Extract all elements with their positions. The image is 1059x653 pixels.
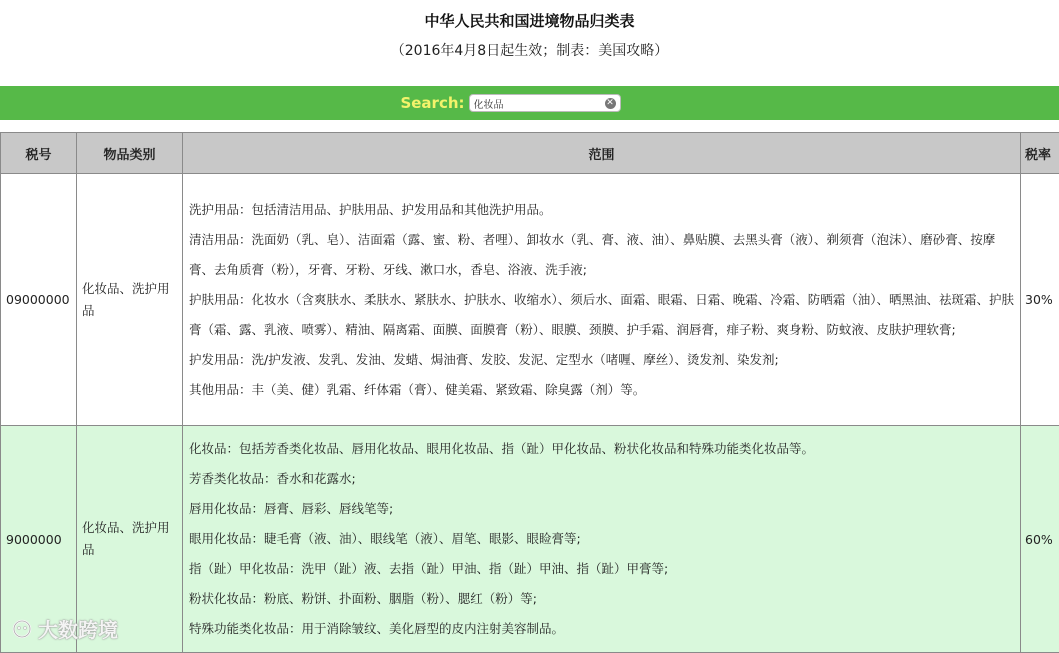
watermark xyxy=(10,614,118,643)
page-title: 中华人民共和国进境物品归类表 xyxy=(0,10,1059,31)
scope-line: 化妆品：包括芳香类化妆品、唇用化妆品、眼用化妆品、指（趾）甲化妆品、粉状化妆品和特殊功能类化妆品等。 xyxy=(189,434,1014,464)
scope-line: 洗护用品：包括清洁用品、护肤用品、护发用品和其他洗护用品。 xyxy=(189,195,1014,225)
search-box[interactable] xyxy=(469,94,621,112)
table-header-row xyxy=(1,133,1059,174)
clear-icon[interactable]: ✕ xyxy=(605,98,616,109)
watermark-logo-icon xyxy=(10,619,34,639)
page-subtitle: （2016年4月8日起生效；制表：美国攻略） xyxy=(0,40,1059,60)
scope-cell xyxy=(183,426,1021,653)
scope-line: 特殊功能类化妆品：用于消除皱纹、美化唇型的皮内注射美容制品。 xyxy=(189,614,1014,644)
column-header-code: 税号 xyxy=(1,133,77,174)
scope-line: 护肤用品：化妆水（含爽肤水、柔肤水、紧肤水、护肤水、收缩水）、须后水、面霜、眼霜、日霜、晚霜、冷霜、防晒霜（油）、晒黑油、祛斑霜、护肤膏（霜、露、乳液、喷雾）、精油、隔离霜、面膜、面膜膏（粉）、眼膜、颈膜、护手霜、润唇膏，痱子粉、爽身粉、防蚊液、皮肤护理软膏; xyxy=(189,285,1014,345)
scope-line: 其他用品：丰（美、健）乳霜、纤体霜（膏）、健美霜、紧致霜、除臭露（剂）等。 xyxy=(189,375,1014,405)
table-row xyxy=(1,174,1059,426)
search-label: Search: xyxy=(400,94,464,112)
table-row xyxy=(1,426,1059,653)
column-header-rate: 税率 xyxy=(1021,133,1059,174)
rate-cell: 30% xyxy=(1021,174,1059,426)
tax-code-cell: 09000000 xyxy=(1,174,77,426)
scope-line: 唇用化妆品：唇膏、唇彩、唇线笔等; xyxy=(189,494,1014,524)
scope-line: 粉状化妆品：粉底、粉饼、扑面粉、胭脂（粉）、腮红（粉）等; xyxy=(189,584,1014,614)
scope-line: 清洁用品：洗面奶（乳、皂）、洁面霜（露、蜜、粉、者哩）、卸妆水（乳、膏、液、油）、鼻贴膜、去黑头膏（液）、剃须膏（泡沫）、磨砂膏、按摩膏、去角质膏（粉），牙膏、牙粉、牙线、漱口水，香皂、浴液、洗手液; xyxy=(189,225,1014,285)
category-cell: 化妆品、洗护用品 xyxy=(77,426,183,653)
scope-line: 芳香类化妆品：香水和花露水; xyxy=(189,464,1014,494)
scope-line: 指（趾）甲化妆品：洗甲（趾）液、去指（趾）甲油、指（趾）甲油、指（趾）甲膏等; xyxy=(189,554,1014,584)
scope-cell xyxy=(183,174,1021,426)
column-header-category: 物品类别 xyxy=(77,133,183,174)
scope-line: 护发用品：洗/护发液、发乳、发油、发蜡、焗油膏、发胶、发泥、定型水（啫喱、摩丝）、烫发剂、染发剂; xyxy=(189,345,1014,375)
watermark-text: 大数跨境 xyxy=(38,614,118,643)
search-bar xyxy=(0,86,1059,120)
tax-code-cell: 9000000 xyxy=(1,426,77,653)
column-header-scope: 范围 xyxy=(183,133,1021,174)
classification-table xyxy=(0,132,1059,653)
category-cell: 化妆品、洗护用品 xyxy=(77,174,183,426)
scope-line: 眼用化妆品：睫毛膏（液、油）、眼线笔（液）、眉笔、眼影、眼睑膏等; xyxy=(189,524,1014,554)
search-input[interactable] xyxy=(474,98,602,109)
rate-cell: 60% xyxy=(1021,426,1059,653)
